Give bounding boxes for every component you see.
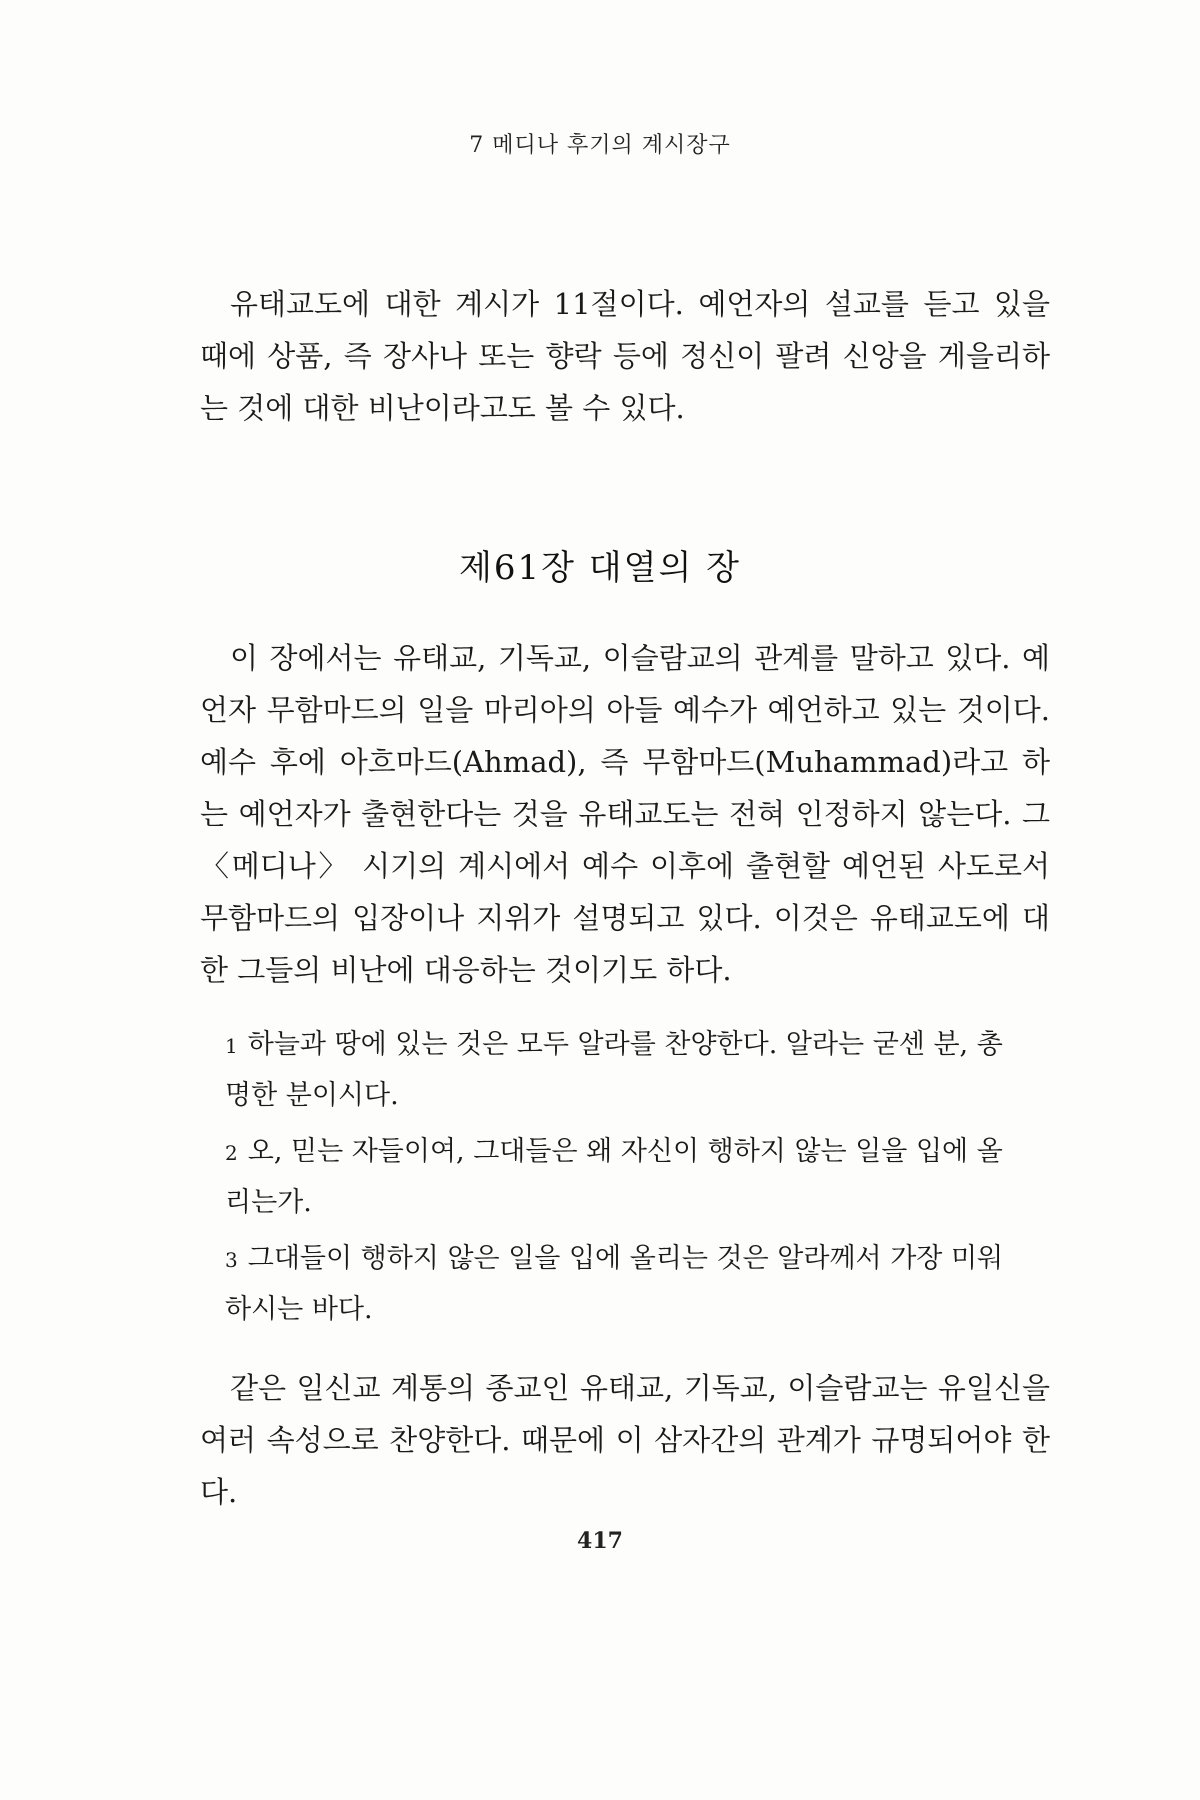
- page-number: 417: [577, 1528, 623, 1554]
- intro-paragraph: 유태교도에 대한 계시가 11절이다. 예언자의 설교를 듣고 있을 때에 상품, 즉 장사나 또는 향락 등에 정신이 팔려 신앙을 게을리하는 것에 대한 비난이라고도 볼 수 있다.: [200, 287, 1051, 425]
- closing-section: [200, 1362, 1050, 1518]
- verse-item: [225, 1234, 1025, 1335]
- overview-paragraph: 이 장에서는 유태교, 기독교, 이슬람교의 관계를 말하고 있다. 예언자 무함마드의 일을 마리아의 아들 예수가 예언하고 있는 것이다. 예수 후에 아흐마드(Ahmad), 즉 무함마드(Muhammad)라고 하는 예언자가 출현한다는 것을 유태교도는 전혀 인정하지 않는다. 그 〈메디나〉 시기의 계시에서 예수 이후에 출현할 예언된 사도로서 무함마드의 입장이나 지위가 설명되고 있다. 이것은 유태교도에 대한 그들의 비난에 대응하는 것이기도 하다.: [200, 641, 1050, 987]
- chapter-title: 제61장 대열의 장: [459, 548, 741, 588]
- verse-text: 하늘과 땅에 있는 것은 모두 알라를 찬양한다. 알라는 굳센 분, 총명한 분이시다.: [225, 1029, 1003, 1111]
- verse-text: 오, 믿는 자들이여, 그대들은 왜 자신이 행하지 않는 일을 입에 올리는가.: [225, 1136, 1003, 1218]
- verse-item: [225, 1020, 1025, 1121]
- verse-number: 1: [225, 1034, 238, 1058]
- running-header: 7 메디나 후기의 계시장구: [469, 133, 731, 158]
- overview-section: [200, 632, 1050, 996]
- verse-number: 3: [225, 1248, 238, 1272]
- verse-list: [225, 1020, 1025, 1341]
- verse-text: 그대들이 행하지 않은 일을 입에 올리는 것은 알라께서 가장 미워하시는 바다.: [225, 1243, 1004, 1325]
- intro-section: [200, 278, 1050, 434]
- closing-paragraph: 같은 일신교 계통의 종교인 유태교, 기독교, 이슬람교는 유일신을 여러 속성으로 찬양한다. 때문에 이 삼자간의 관계가 규명되어야 한다.: [200, 1371, 1050, 1509]
- verse-number: 2: [225, 1141, 238, 1165]
- verse-item: [225, 1127, 1025, 1228]
